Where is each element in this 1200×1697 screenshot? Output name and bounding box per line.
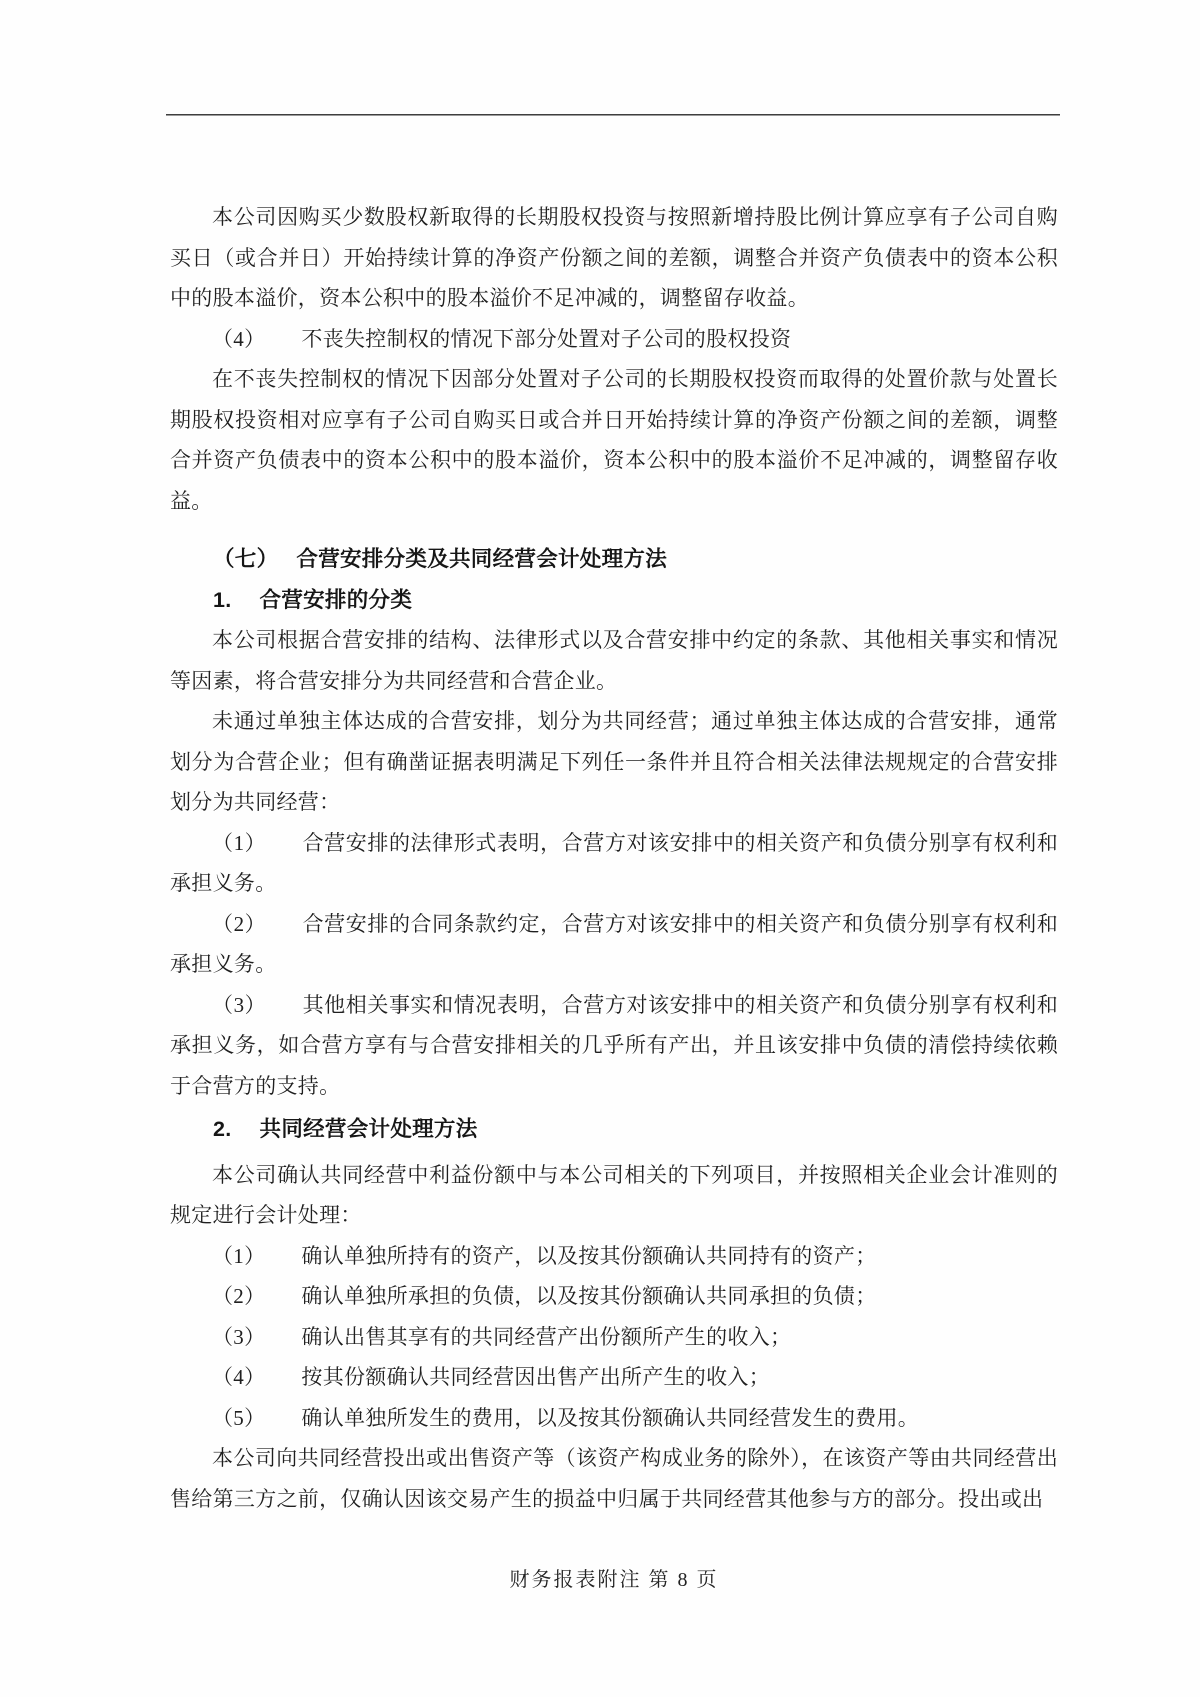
list-item bbox=[170, 319, 1058, 360]
item-text: 不丧失控制权的情况下部分处置对子公司的股权投资 bbox=[301, 326, 792, 351]
paragraph: 本公司向共同经营投出或出售资产等（该资产构成业务的除外），在该资产等由共同经营出售给第三方之前，仅确认因该交易产生的损益中归属于共同经营其他参与方的部分。投出或出 bbox=[170, 1446, 1058, 1511]
sub-heading-title: 共同经营会计处理方法 bbox=[259, 1117, 478, 1141]
section-number: （七） bbox=[213, 547, 279, 571]
sub-heading bbox=[170, 580, 1058, 621]
list-item bbox=[170, 823, 1058, 904]
paragraph: 本公司确认共同经营中利益份额中与本公司相关的下列项目，并按照相关企业会计准则的规定进行会计处理： bbox=[170, 1162, 1058, 1227]
paragraph: 在不丧失控制权的情况下因部分处置对子公司的长期股权投资而取得的处置价款与处置长期股权投资相对应享有子公司自购买日或合并日开始持续计算的净资产份额之间的差额，调整合并资产负债表中的资本公积中的股本溢价，资本公积中的股本溢价不足冲减的，调整留存收益。 bbox=[170, 367, 1058, 513]
sub-heading-number: 1. bbox=[213, 587, 232, 612]
list-item bbox=[170, 1398, 1058, 1439]
header-rule bbox=[166, 114, 1060, 116]
item-text: 确认单独所持有的资产，以及按其份额确认共同持有的资产； bbox=[301, 1243, 877, 1268]
sub-heading bbox=[170, 1109, 1058, 1150]
page-content bbox=[170, 197, 1058, 1519]
list-item bbox=[170, 1357, 1058, 1398]
item-number: （3） bbox=[212, 992, 267, 1017]
item-text: 合营安排的合同条款约定，合营方对该安排中的相关资产和负债分别享有权利和承担义务。 bbox=[170, 911, 1058, 976]
list-item bbox=[170, 1276, 1058, 1317]
paragraph: 本公司因购买少数股权新取得的长期股权投资与按照新增持股比例计算应享有子公司自购买日（或合并日）开始持续计算的净资产份额之间的差额，调整合并资产负债表中的资本公积中的股本溢价，资本公积中的股本溢价不足冲减的，调整留存收益。 bbox=[170, 205, 1058, 310]
paragraph: 未通过单独主体达成的合营安排，划分为共同经营；通过单独主体达成的合营安排，通常划分为合营企业；但有确凿证据表明满足下列任一条件并且符合相关法律法规规定的合营安排划分为共同经营： bbox=[170, 709, 1058, 814]
item-text: 确认单独所承担的负债，以及按其份额确认共同承担的负债； bbox=[301, 1284, 877, 1308]
item-number: （2） bbox=[212, 911, 267, 936]
sub-heading-number: 2. bbox=[213, 1117, 232, 1141]
list-item bbox=[170, 1317, 1058, 1358]
item-text: 确认出售其享有的共同经营产出份额所产生的收入； bbox=[301, 1324, 792, 1349]
list-item bbox=[170, 1236, 1058, 1277]
list-item bbox=[170, 985, 1058, 1107]
item-number: （4） bbox=[212, 1365, 266, 1389]
list-item bbox=[170, 904, 1058, 985]
item-number: （2） bbox=[212, 1284, 266, 1308]
page-footer: 财务报表附注 第 8 页 bbox=[509, 1569, 719, 1591]
item-number: （3） bbox=[212, 1324, 266, 1349]
item-text: 按其份额确认共同经营因出售产出所产生的收入； bbox=[301, 1365, 771, 1389]
item-number: （1） bbox=[212, 830, 267, 855]
sub-heading-title: 合营安排的分类 bbox=[259, 587, 413, 612]
item-number: （5） bbox=[212, 1405, 266, 1430]
item-text: 其他相关事实和情况表明，合营方对该安排中的相关资产和负债分别享有权利和承担义务，如合营方享有与合营安排相关的几乎所有产出，并且该安排中负债的清偿持续依赖于合营方的支持。 bbox=[170, 992, 1058, 1098]
section-heading bbox=[170, 539, 1058, 580]
paragraph: 本公司根据合营安排的结构、法律形式以及合营安排中约定的条款、其他相关事实和情况等因素，将合营安排分为共同经营和合营企业。 bbox=[170, 628, 1058, 693]
item-text: 合营安排的法律形式表明，合营方对该安排中的相关资产和负债分别享有权利和承担义务。 bbox=[170, 830, 1058, 895]
item-number: （4） bbox=[212, 326, 266, 351]
item-text: 确认单独所发生的费用，以及按其份额确认共同经营发生的费用。 bbox=[301, 1405, 920, 1430]
section-title: 合营安排分类及共同经营会计处理方法 bbox=[296, 547, 668, 571]
item-number: （1） bbox=[212, 1243, 266, 1268]
